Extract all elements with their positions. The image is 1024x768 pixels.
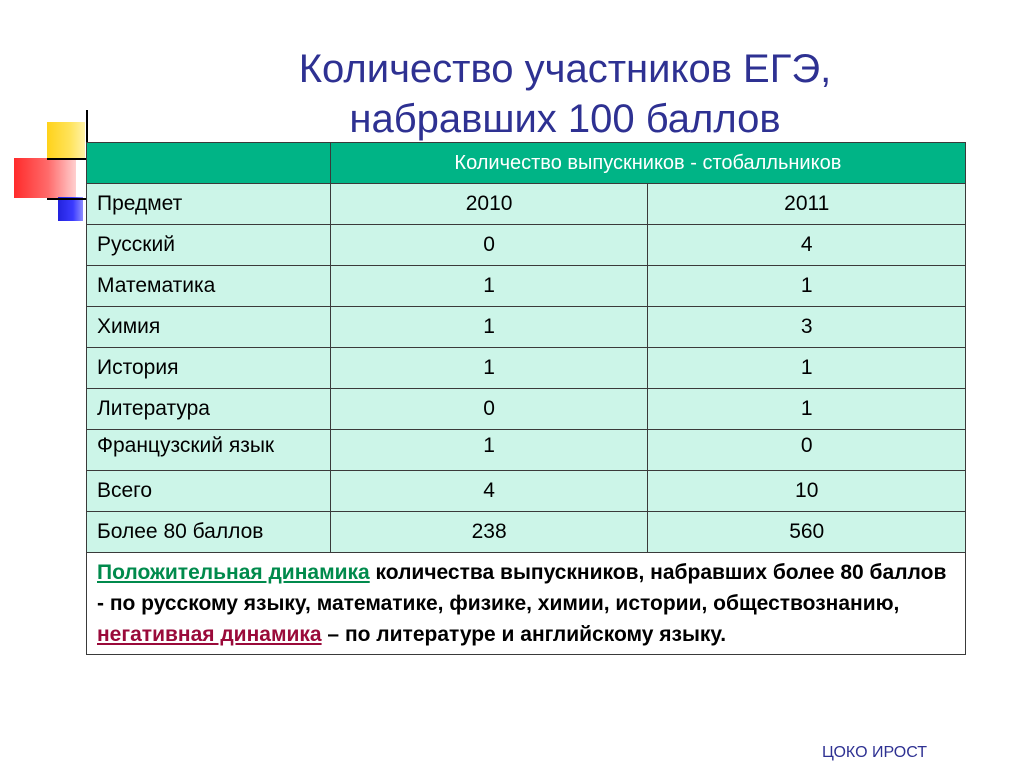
table-row	[87, 512, 966, 553]
table-row	[87, 389, 966, 430]
slide-title-line-1: Количество участников ЕГЭ,	[298, 47, 832, 91]
value-2011-cell: 3	[648, 307, 966, 348]
table-column-header-row	[87, 184, 966, 225]
summary-note-row	[87, 553, 966, 655]
value-2010-cell: 1	[330, 266, 648, 307]
results-table	[86, 142, 966, 655]
column-header-2011: 2011	[648, 184, 966, 225]
subject-cell: Математика	[87, 266, 331, 307]
table-row	[87, 307, 966, 348]
slide-title	[150, 44, 980, 144]
table-row	[87, 430, 966, 471]
decorative-horizontal-line	[47, 198, 87, 200]
table-row	[87, 266, 966, 307]
slide-title-line-2: набравших 100 баллов	[349, 97, 781, 141]
value-2011-cell: 1	[648, 348, 966, 389]
negative-dynamics-text: – по литературе и английскому языку.	[321, 623, 727, 646]
table-group-header-row	[87, 143, 966, 184]
value-2011-cell: 0	[648, 430, 966, 471]
summary-note-cell	[87, 553, 966, 655]
positive-dynamics-text: количества выпускников, набравших более 80 баллов - по русскому языку, математике, физике, химии, истории, обществознанию,	[97, 561, 947, 615]
value-2011-cell: 1	[648, 266, 966, 307]
table-row	[87, 348, 966, 389]
subject-cell: История	[87, 348, 331, 389]
value-2010-cell: 238	[330, 512, 648, 553]
value-2010-cell: 1	[330, 307, 648, 348]
subject-cell: Более 80 баллов	[87, 512, 331, 553]
subject-cell: Всего	[87, 471, 331, 512]
subject-cell: Литература	[87, 389, 331, 430]
decorative-yellow-square	[47, 122, 85, 160]
header-blank-cell	[87, 143, 331, 184]
column-header-2010: 2010	[330, 184, 648, 225]
footer-organization: ЦОКО ИРОСТ	[822, 744, 928, 761]
subject-cell: Химия	[87, 307, 331, 348]
value-2010-cell: 0	[330, 389, 648, 430]
value-2011-cell: 1	[648, 389, 966, 430]
subject-cell: Русский	[87, 225, 331, 266]
table-row	[87, 225, 966, 266]
subject-cell: Французский язык	[87, 430, 331, 471]
column-header-subject: Предмет	[87, 184, 331, 225]
table-row	[87, 471, 966, 512]
positive-dynamics-label: Положительная динамика	[97, 561, 370, 584]
value-2011-cell: 560	[648, 512, 966, 553]
negative-dynamics-label: негативная динамика	[97, 623, 322, 646]
group-header-cell: Количество выпускников - стобалльников	[330, 143, 965, 184]
decorative-horizontal-line	[47, 158, 87, 160]
value-2011-cell: 4	[648, 225, 966, 266]
value-2011-cell: 10	[648, 471, 966, 512]
decorative-red-bar	[14, 158, 76, 198]
value-2010-cell: 1	[330, 430, 648, 471]
value-2010-cell: 0	[330, 225, 648, 266]
value-2010-cell: 1	[330, 348, 648, 389]
value-2010-cell: 4	[330, 471, 648, 512]
decorative-blue-square	[58, 197, 83, 221]
